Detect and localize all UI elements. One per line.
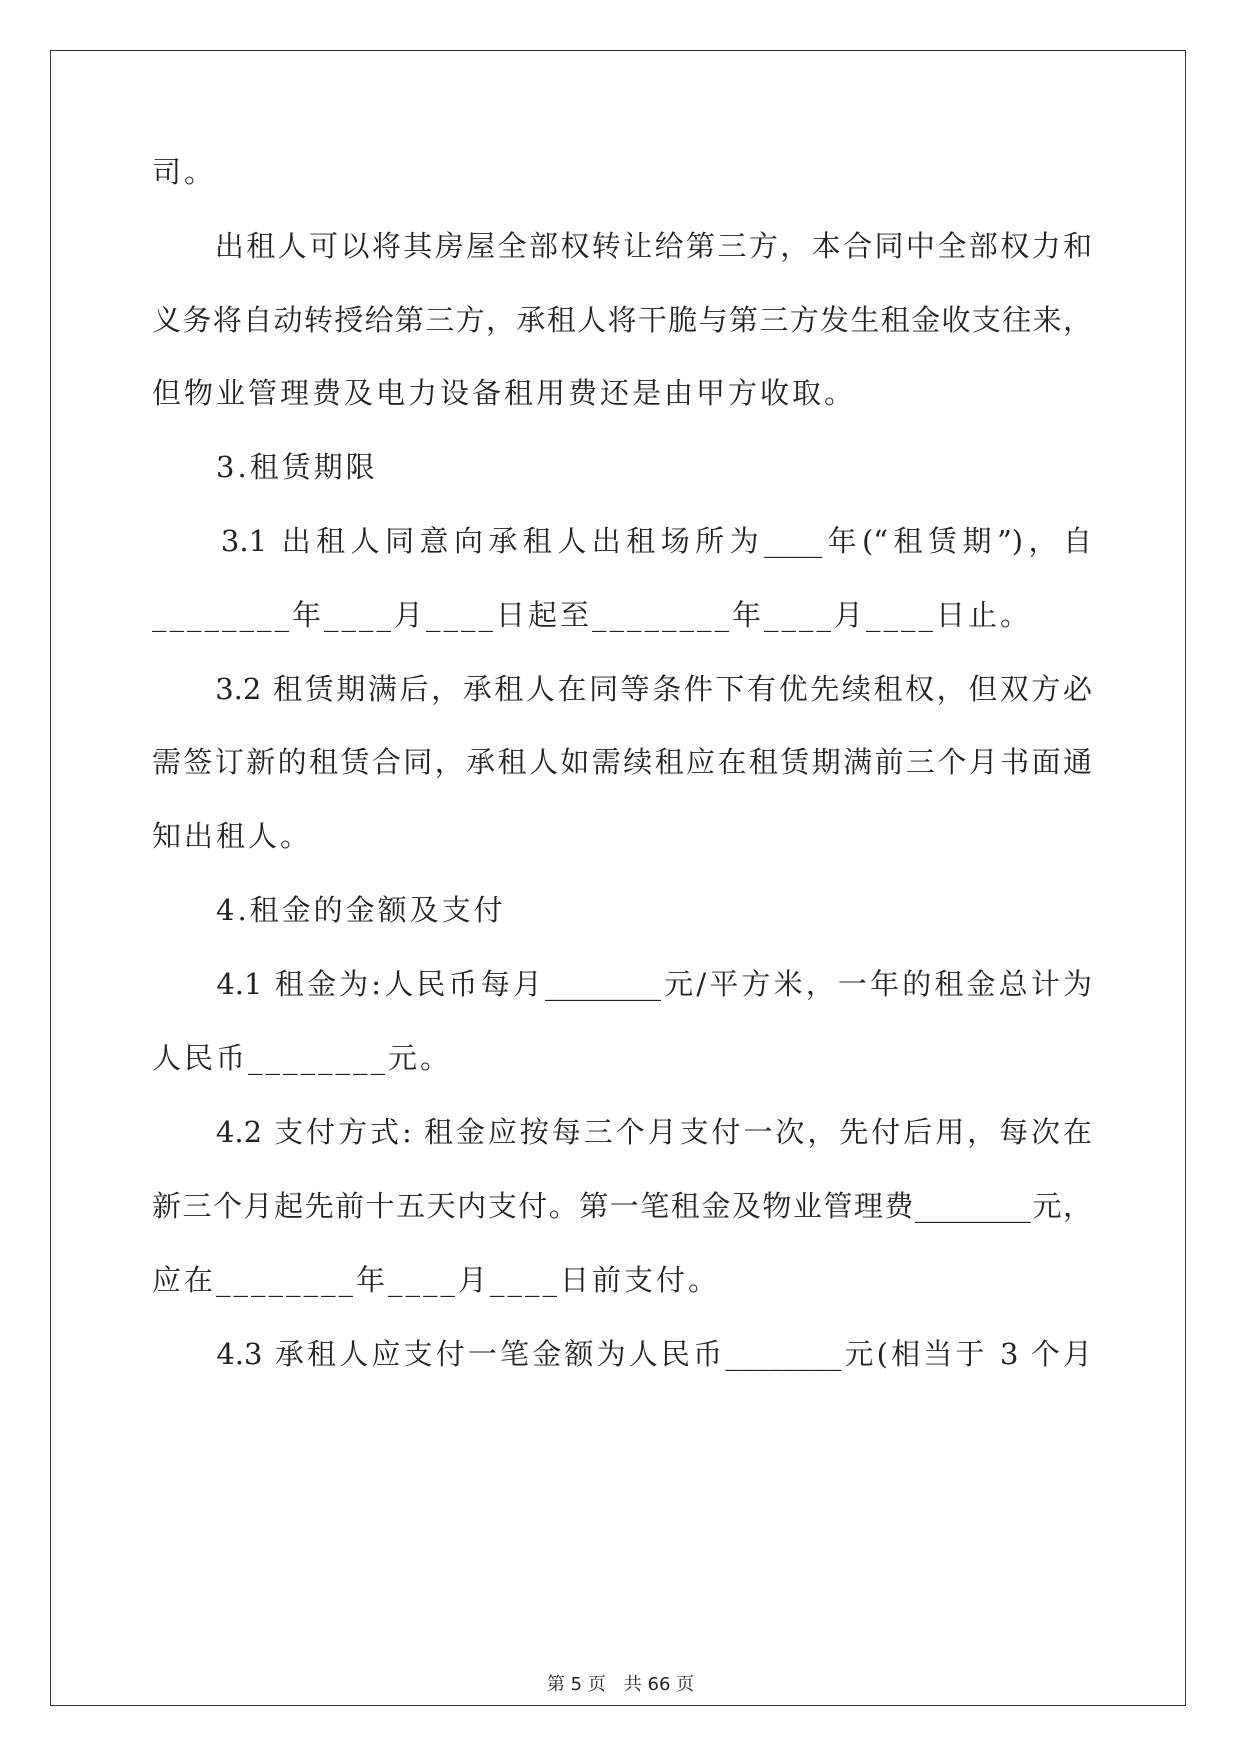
text-line-10: 知出租人。 — [152, 819, 313, 853]
text-line-12: 4.1 租金为:人民币每月________元/平方米，一年的租金总计为 — [152, 967, 1092, 1001]
page-border — [50, 50, 1186, 1706]
text-line-6: 3.1 出租人同意向承租人出租场所为____年(“租赁期”)，自 — [152, 524, 1092, 558]
text-line-14: 4.2 支付方式: 租金应按每三个月支付一次，先付后用，每次在 — [152, 1115, 1092, 1149]
text-line-2: 出租人可以将其房屋全部权转让给第三方，本合同中全部权力和 — [152, 229, 1092, 263]
section-heading-rent: 4.租金的金额及支付 — [152, 893, 506, 927]
text-line-16: 应在________年____月____日前支付。 — [152, 1263, 721, 1297]
text-line-13: 人民币________元。 — [152, 1041, 453, 1075]
text-line-8: 3.2 租赁期满后，承租人在同等条件下有优先续租权，但双方必 — [152, 672, 1092, 706]
text-line-17: 4.3 承租人应支付一笔金额为人民币________元(相当于 3 个月 — [152, 1337, 1092, 1371]
text-line-4: 但物业管理费及电力设备租用费还是由甲方收取。 — [152, 376, 857, 410]
text-line-15: 新三个月起先前十五天内支付。第一笔租金及物业管理费________元， — [152, 1189, 1092, 1223]
section-heading-lease-term: 3.租赁期限 — [152, 450, 378, 484]
page-number-footer: 第 5 页 共 66 页 — [546, 1674, 695, 1695]
text-line-9: 需签订新的租赁合同，承租人如需续租应在租赁期满前三个月书面通 — [152, 745, 1092, 779]
text-line-1: 司。 — [152, 155, 217, 189]
text-line-3: 义务将自动转授给第三方，承租人将干脆与第三方发生租金收支往来， — [152, 303, 1092, 337]
text-line-7: ________年____月____日起至________年____月____日止。 — [152, 598, 1033, 632]
